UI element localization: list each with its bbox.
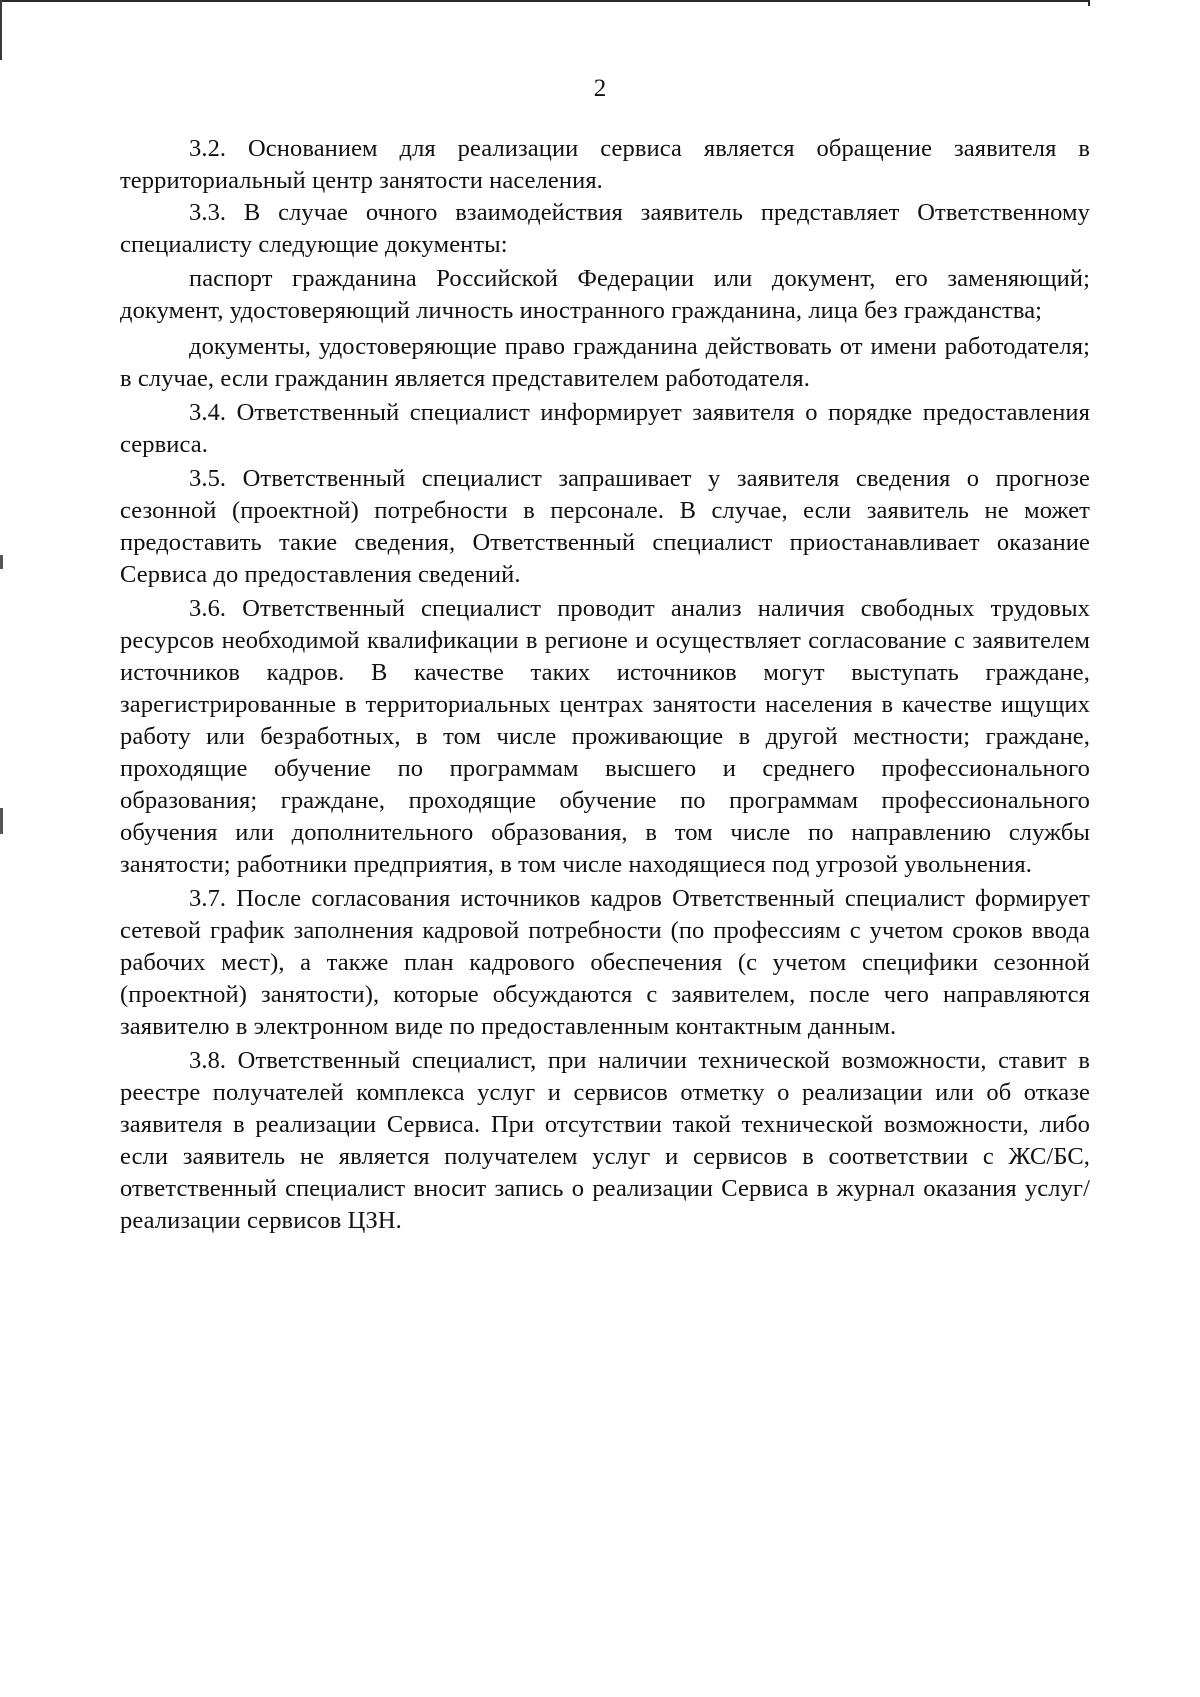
scan-border-right [1088, 0, 1090, 6]
paragraph-3-8: 3.8. Ответственный специалист, при наличии технической возможности, ставит в реестре получателей комплекса услуг и сервисов отметку о реализации или об отказе заявителя в реализации Сервиса. При отсутствии такой технической возможности, либо если заявитель не является получателем услуг и сервисов в соответствии с ЖС/БС, ответственный специалист вносит запись о реализации Сервиса в журнал оказания услуг/ реализации сервисов ЦЗН. [120, 1047, 1090, 1234]
scan-border-top [0, 0, 1090, 2]
paragraph-employer-documents: документы, удостоверяющие право гражданина действовать от имени работодателя; в случае, если гражданин является представителем работодателя. [120, 333, 1090, 392]
paragraph-3-6: 3.6. Ответственный специалист проводит анализ наличия свободных трудовых ресурсов необходимой квалификации в регионе и осуществляет согласование с заявителем источников кадров. В качестве таких источников могут выступать граждане, зарегистрированные в территориальных центрах занятости населения в качестве ищущих работу или безработных, в том числе проживающие в другой местности; граждане, проходящие обучение по программам высшего и среднего профессионального образования; граждане, проходящие обучение по программам профессионального обучения или дополнительного образования, в том числе по направлению службы занятости; работники предприятия, в том числе находящиеся под угрозой увольнения. [120, 595, 1090, 878]
paragraph-3-5: 3.5. Ответственный специалист запрашивает у заявителя сведения о прогнозе сезонной (проектной) потребности в персонале. В случае, если заявитель не может предоставить такие сведения, Ответственный специалист приостанавливает оказание Сервиса до предоставления сведений. [120, 465, 1090, 588]
page-number: 2 [593, 75, 607, 102]
paragraph-3-2: 3.2. Основанием для реализации сервиса является обращение заявителя в территориальный центр занятости населения. [120, 135, 1090, 194]
scan-border-left [0, 0, 2, 60]
scan-mark [0, 555, 3, 569]
paragraph-passport: паспорт гражданина Российской Федерации или документ, его заменяющий; документ, удостоверяющий личность иностранного гражданина, лица без гражданства; [120, 265, 1090, 324]
document-body [120, 133, 1090, 1237]
paragraph-3-4: 3.4. Ответственный специалист информирует заявителя о порядке предоставления сервиса. [120, 399, 1090, 458]
paragraph-3-7: 3.7. После согласования источников кадров Ответственный специалист формирует сетевой график заполнения кадровой потребности (по профессиям с учетом сроков ввода рабочих мест), а также план кадрового обеспечения (с учетом специфики сезонной (проектной) занятости), которые обсуждаются с заявителем, после чего направляются заявителю в электронном виде по предоставленным контактным данным. [120, 885, 1090, 1040]
paragraph-3-3: 3.3. В случае очного взаимодействия заявитель представляет Ответственному специалисту следующие документы: [120, 199, 1090, 258]
scan-mark [0, 808, 3, 834]
